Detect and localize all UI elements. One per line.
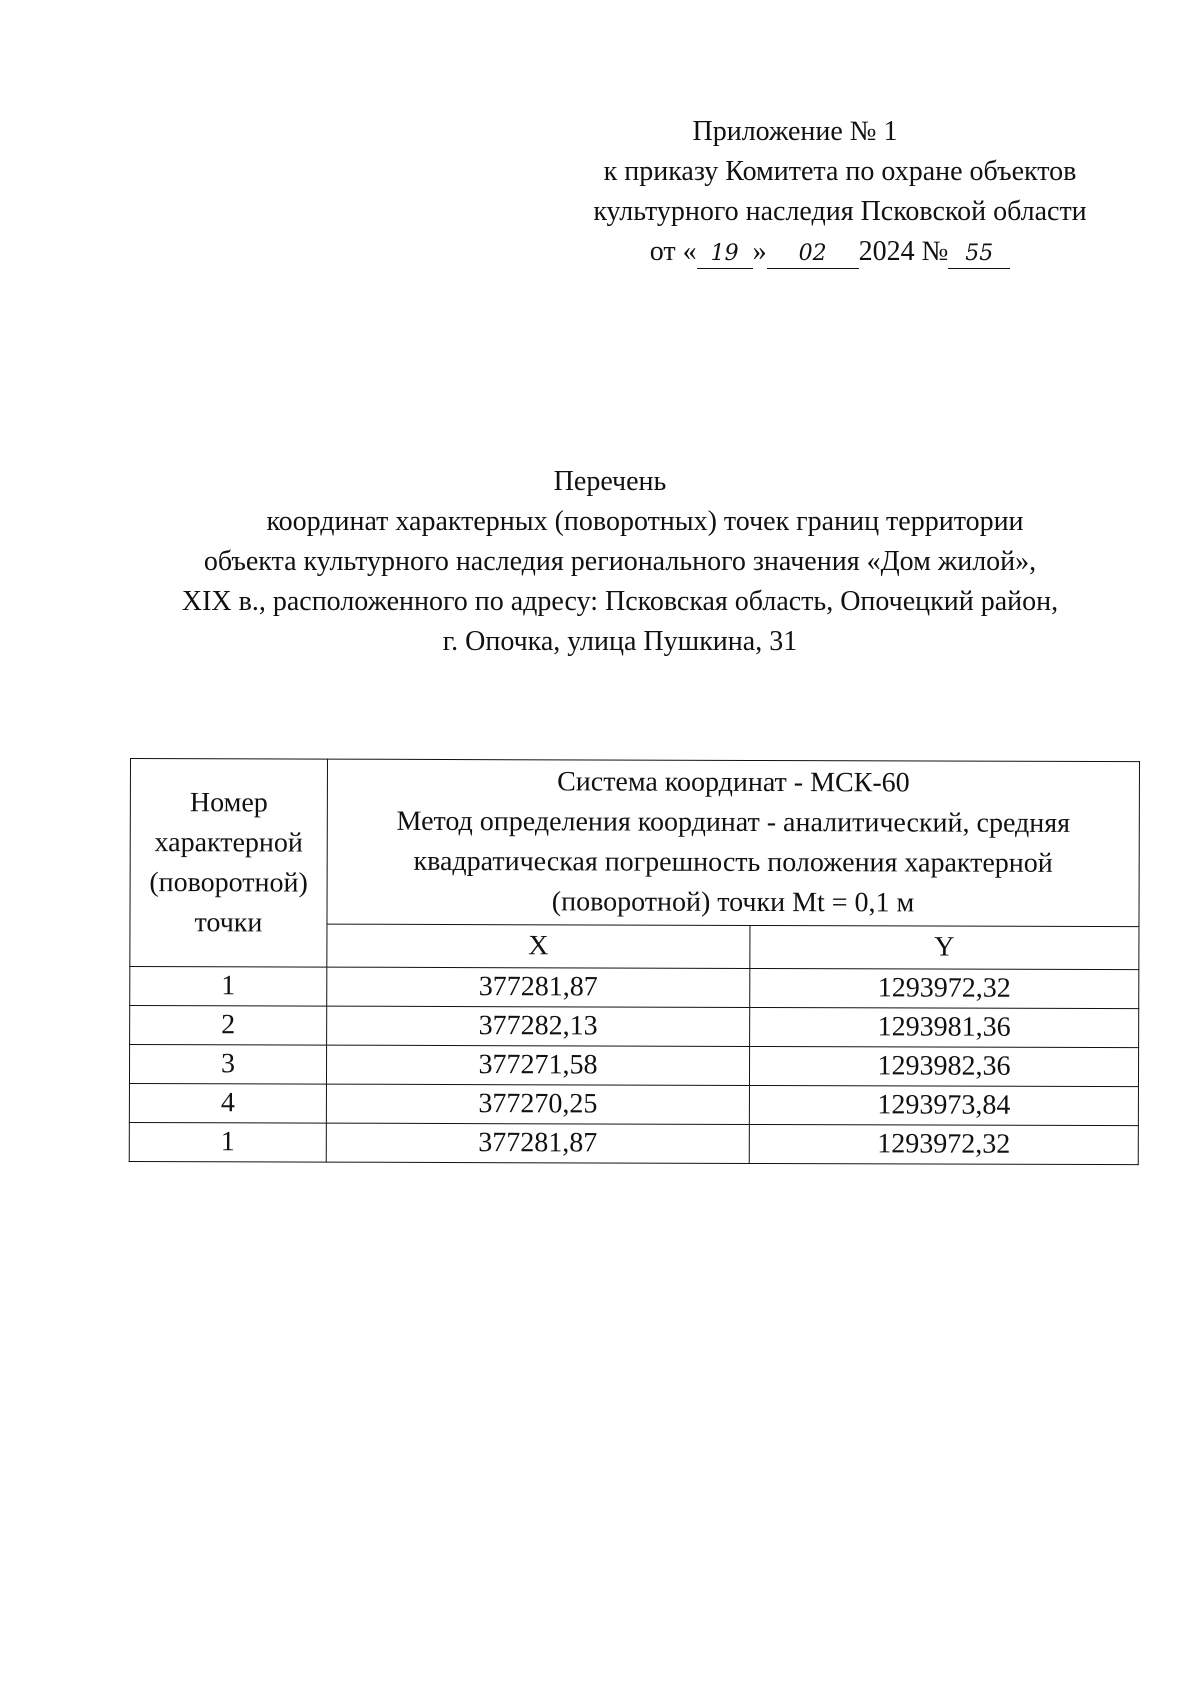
cell-y: 1293982,36	[749, 1046, 1138, 1086]
appendix-header	[560, 112, 1120, 272]
date-mid: »	[752, 236, 767, 267]
header-coordinate-system	[327, 759, 1140, 927]
title-line-2: объекта культурного наследия регионального значения «Дом жилой»,	[203, 546, 1037, 577]
header-col-x: X	[327, 924, 750, 968]
title-line-3: XIX в., расположенного по адресу: Псковская область, Опочецкий район,	[181, 586, 1059, 617]
header-point-number	[130, 759, 328, 968]
appendix-committee: культурного наследия Псковской области	[593, 196, 1087, 227]
title-heading: Перечень	[553, 466, 667, 497]
table-row	[129, 1084, 1138, 1126]
header-system-l2: Метод определения координат - аналитический, средняя	[396, 805, 1071, 839]
cell-point: 1	[129, 1122, 326, 1162]
cell-x: 377270,25	[326, 1084, 749, 1124]
header-point-l4: точки	[194, 906, 263, 938]
cell-y: 1293972,32	[749, 1124, 1138, 1164]
cell-point: 1	[130, 967, 327, 1007]
table-row	[130, 1006, 1139, 1048]
date-prefix: от «	[649, 236, 697, 267]
table-row	[129, 1122, 1138, 1164]
header-point-l3: (поворотной)	[149, 866, 308, 899]
title-line-4: г. Опочка, улица Пушкина, 31	[442, 626, 798, 657]
header-point-l2: характерной	[154, 826, 303, 859]
document-title	[90, 462, 1150, 662]
cell-y: 1293973,84	[749, 1085, 1138, 1125]
appendix-order-ref: к приказу Комитета по охране объектов	[603, 156, 1077, 187]
cell-x: 377281,87	[326, 1123, 749, 1163]
cell-x: 377282,13	[327, 1006, 750, 1046]
handwritten-month: 02	[767, 240, 859, 269]
header-point-l1: Номер	[189, 786, 268, 818]
table-header-row	[130, 759, 1140, 927]
header-col-y: Y	[750, 925, 1139, 969]
handwritten-order-number: 55	[948, 240, 1010, 269]
cell-y: 1293981,36	[750, 1007, 1139, 1047]
cell-point: 2	[130, 1006, 327, 1046]
title-line-1: координат характерных (поворотных) точек границ территории	[266, 506, 1024, 537]
appendix-title: Приложение № 1	[692, 116, 898, 147]
date-year: 2024 №	[858, 236, 949, 267]
table-row	[130, 967, 1139, 1009]
appendix-date-line	[540, 232, 1120, 272]
header-system-l1: Система координат - МСК-60	[557, 766, 910, 799]
table-row	[129, 1045, 1138, 1087]
cell-x: 377281,87	[327, 967, 750, 1007]
cell-y: 1293972,32	[750, 968, 1139, 1008]
header-system-l3: квадратическая погрешность положения характерной	[413, 845, 1053, 879]
handwritten-day: 19	[697, 240, 753, 269]
cell-point: 3	[129, 1045, 326, 1085]
cell-point: 4	[129, 1084, 326, 1124]
header-system-l4: (поворотной) точки Mt = 0,1 м	[551, 886, 915, 919]
cell-x: 377271,58	[326, 1045, 749, 1085]
coordinates-table	[129, 758, 1140, 1165]
